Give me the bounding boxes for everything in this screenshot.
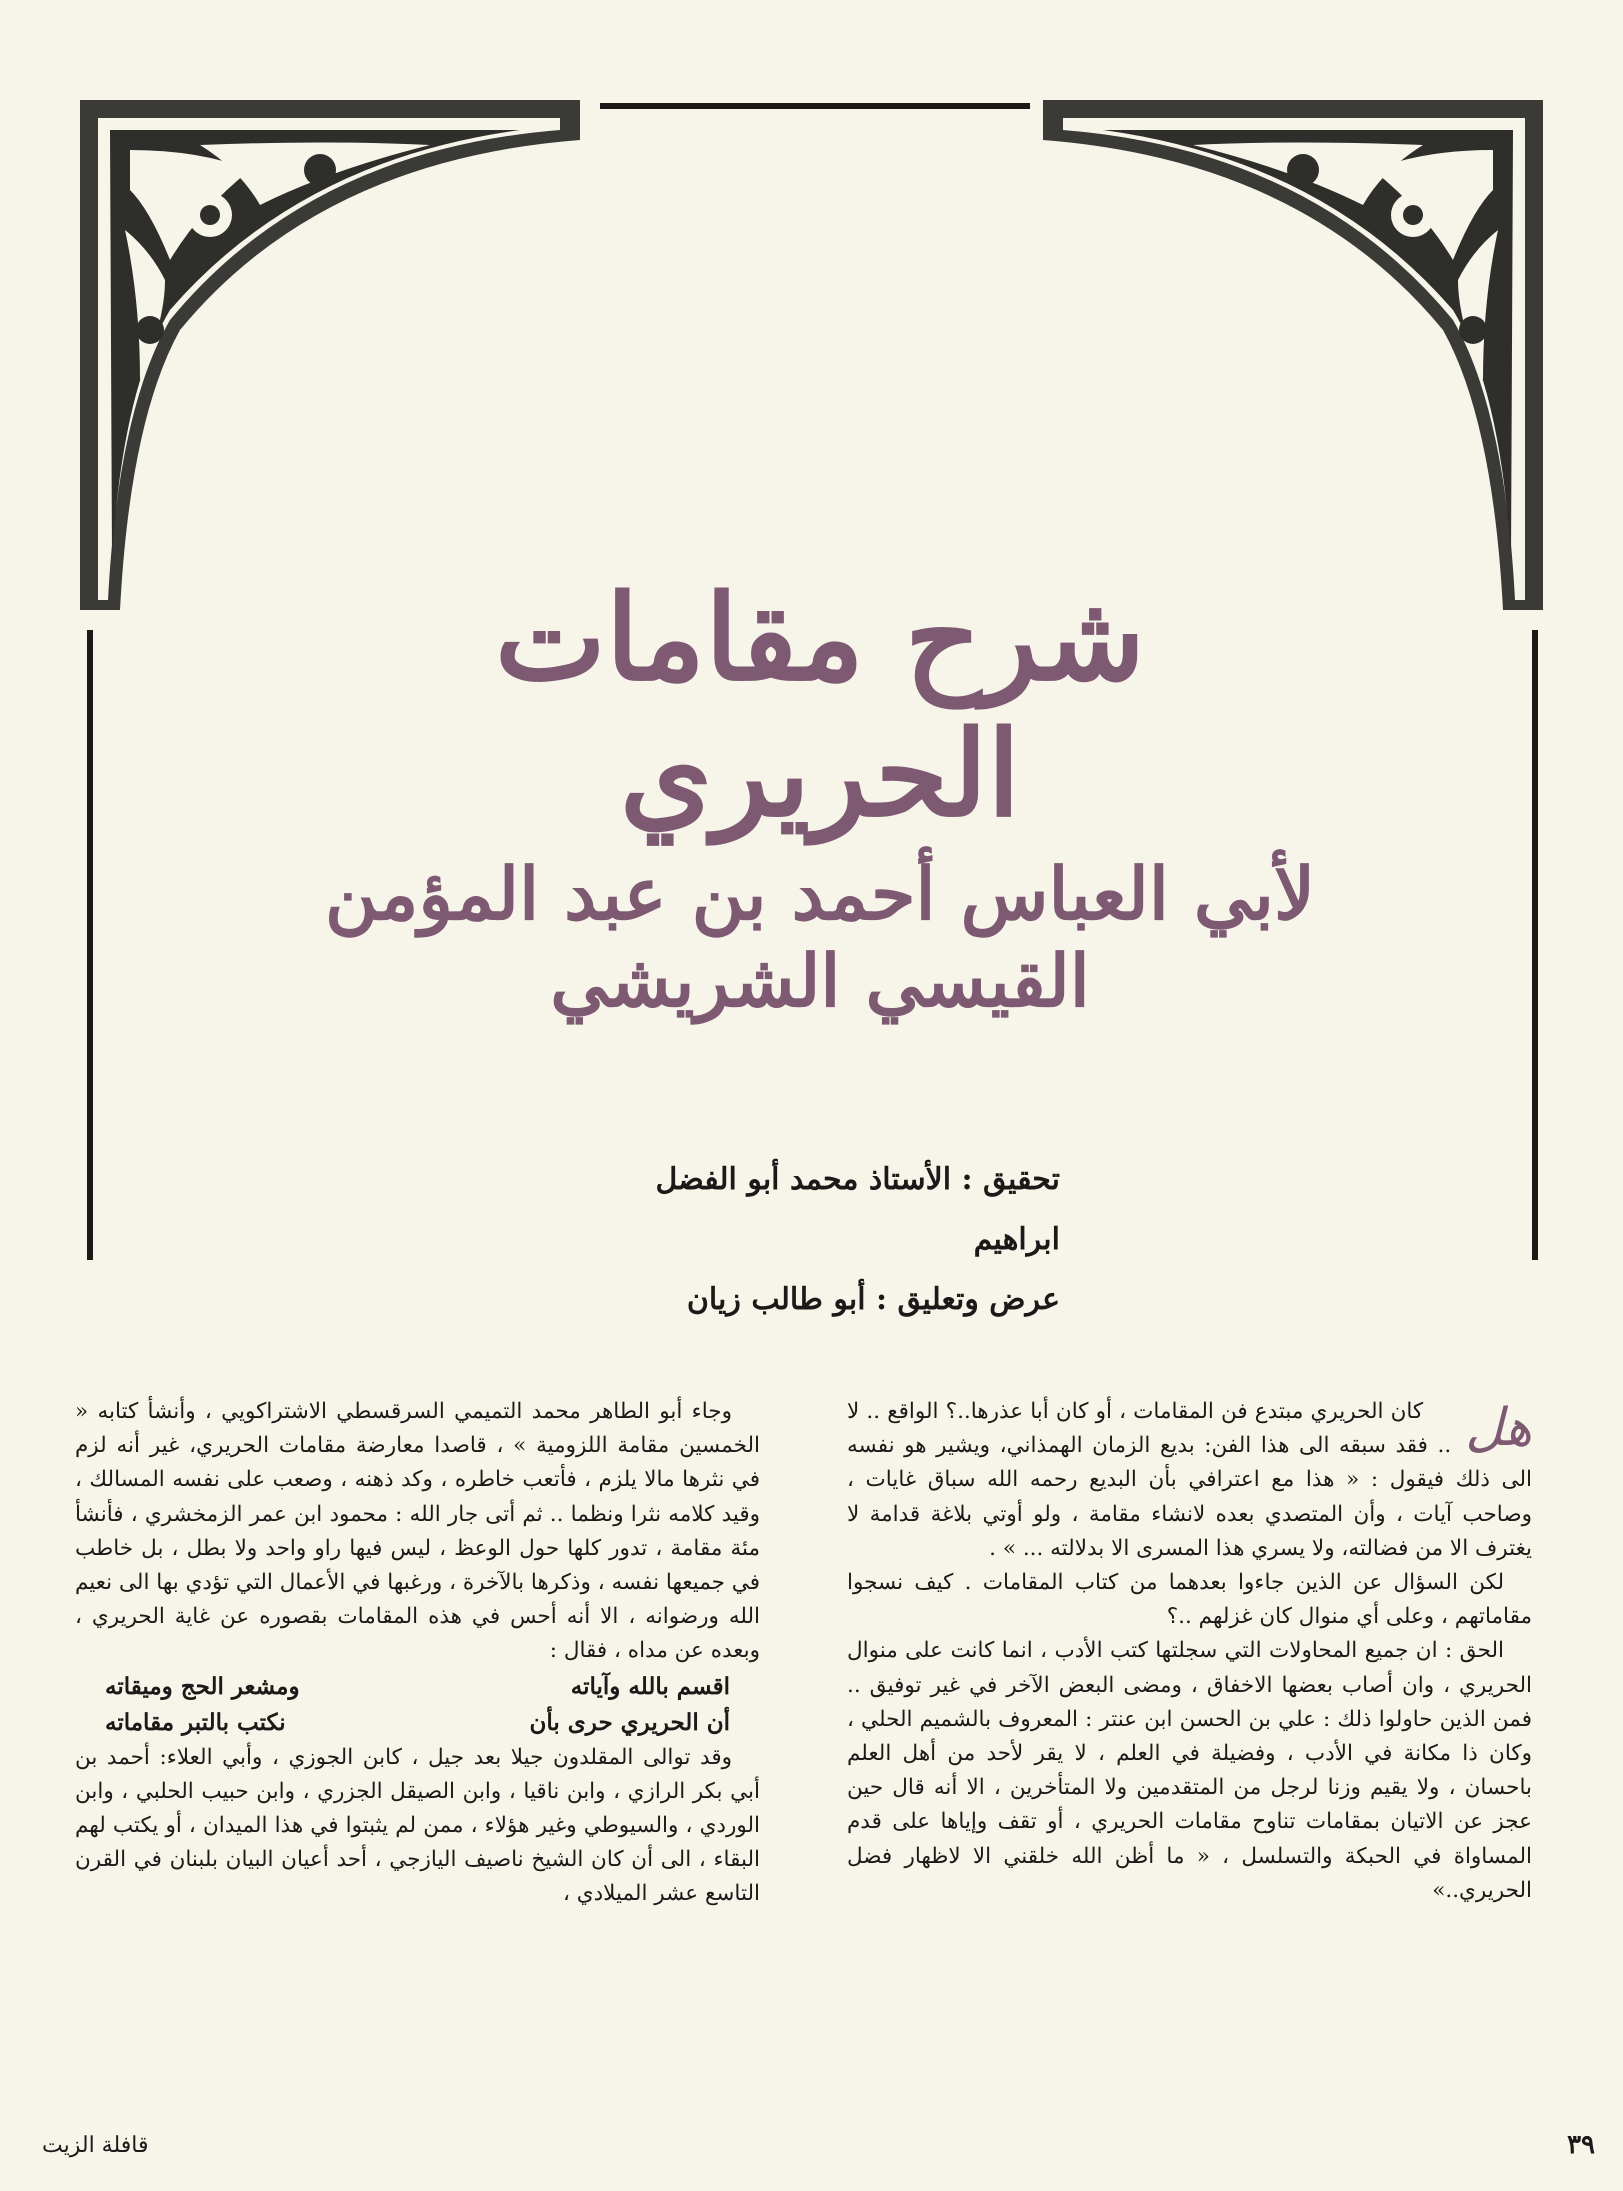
verse-hemistich: ومشعر الحج وميقاته (105, 1672, 300, 1700)
paragraph: لكن السؤال عن الذين جاءوا بعدهما من كتاب المقامات . كيف نسجوا مقاماتهم ، وعلى أي منوال كان غزلهم ..؟ (847, 1570, 1532, 1630)
right-corner-ornament (1043, 100, 1543, 610)
credits (560, 1150, 1060, 1330)
verse-hemistich: أن الحريري حرى بأن (529, 1708, 730, 1736)
verse-line (75, 1705, 760, 1741)
author-subtitle: لأبي العباس أحمد بن عبد المؤمن القيسي الشريشي (324, 851, 1316, 1023)
dropcap: هل (1465, 1398, 1532, 1458)
paragraph: وقد توالى المقلدون جيلا بعد جيل ، كابن الجوزي ، وأبي العلاء: أحمد بن أبي بكر الرازي ، وابن ناقيا ، وابن الصيقل الجزري ، وابن حبيب الحلبي ، وابن الوردي ، والسيوطي وغير هؤلاء ، ممن لم يثبتوا في هذا الميدان ، أو يكتب لهم البقاء ، الى أن كان الشيخ ناصيف اليازجي ، أحد أعيان البيان بلبنان في القرن التاسع عشر الميلادي ، (75, 1744, 760, 1907)
verse-hemistich: نكتب بالتبر مقاماته (105, 1708, 286, 1736)
article-column-left (75, 1395, 760, 2085)
left-corner-ornament (80, 100, 580, 610)
magazine-name: قافلة الزيت (42, 2133, 149, 2158)
reviewer-credit: عرض وتعليق : أبو طالب زيان (686, 1282, 1060, 1317)
paragraph: الحق : ان جميع المحاولات التي سجلتها كتب الأدب ، انما كانت على منوال الحريري ، وان أصاب بعضها الاخفاق ، ومضى البعض الآخر في غير توفيق .. فمن الذين حاولوا ذلك : علي بن الحسن ابن عنتر : المعروف بالشميم الحلي ، وكان ذا مكانة في الأدب ، وفضيلة في العلم ، لا يقر لأحد من أهل العلم باحسان ، ولا يقيم وزنا لرجل من المتقدمين ولا المتأخرين ، الا أنه قال حين عجز عن الاتيان بمقامات تناوح مقامات الحريري ، أو تقف وإياها على قدم المساواة في الحبكة والتسلسل ، « ما أظن الله خلقني الا لاظهار فضل الحريري..» (847, 1638, 1532, 1903)
paragraph: وجاء أبو الطاهر محمد التميمي السرقسطي الاشتراكويي ، وأنشأ كتابه « الخمسين مقامة اللزومية » ، قاصدا معارضة مقامات الحريري، غير أنه لزم في نثرها مالا يلزم ، فأتعب خاطره ، وكد ذهنه ، وصعب على نفسه المسالك ، وقيد كلامه نثرا ونظما .. ثم أتى جار الله : محمود ابن عمر الزمخشري ، فأنشأ مئة مقامة ، تدور كلها حول الوعظ ، ليس فيها راو واحد ولا بطل ، بل خاطب في جميعها نفسه ، وذكرها بالآخرة ، ورغبها في الأعمال التي تؤدي بها الى نعيم الله ورضوانه ، الا أنه أحس في هذه المقامات بقصوره عن غاية الحريري ، وبعده عن مداه ، فقال : (75, 1399, 760, 1664)
paragraph: كان الحريري مبتدع فن المقامات ، أو كان أبا عذرها..؟ الواقع .. لا .. فقد سبقه الى هذا الفن: بديع الزمان الهمذاني، ويشير هو نفسه الى ذلك فيقول : « هذا مع اعترافي بأن البديع رحمه الله سباق غايات ، وصاحب آيات ، وأن المتصدي بعده لانشاء مقامة ، ولو أوتي بلاغة قدامة لا يغترف الا من فضالته، ولا يسري هذا المسرى الا بدلالته ... » . (847, 1399, 1532, 1561)
editor-credit: تحقيق : الأستاذ محمد أبو الفضل ابراهيم (655, 1162, 1060, 1257)
page-number: ٣٩ (1567, 2130, 1595, 2160)
verse-line (75, 1669, 760, 1705)
title-block (300, 570, 1340, 1024)
article-column-right (847, 1395, 1532, 2085)
page-title: شرح مقامات الحريري (494, 568, 1146, 843)
verse-hemistich: اقسم بالله وآياته (570, 1672, 730, 1700)
